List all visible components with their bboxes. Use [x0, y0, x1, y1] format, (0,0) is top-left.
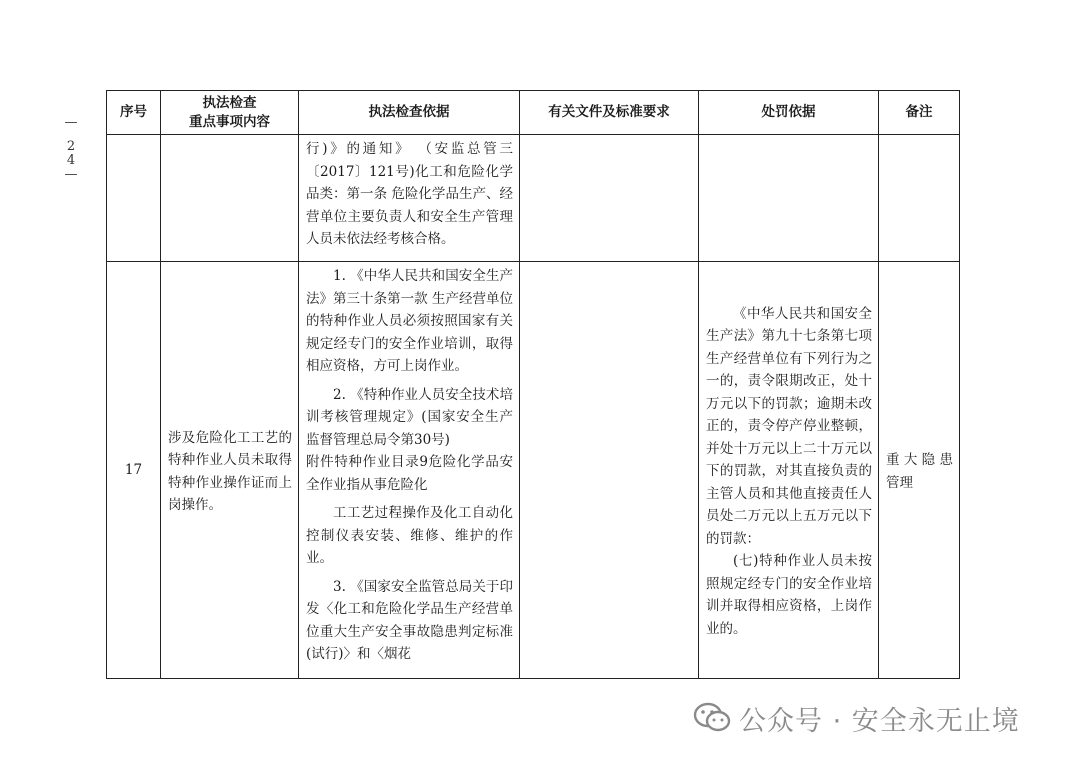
cont-penalty-cell: [699, 135, 879, 262]
row17-content-text: 涉及危险化工工艺的特种作业人员未取得特种作业操作证而上岗操作。: [168, 429, 292, 513]
header-key-items-text: 执法检查 重点事项内容: [189, 94, 270, 130]
row17-standards-cell: [520, 262, 699, 679]
header-key-items: [161, 91, 299, 135]
row17-basis-cell: [299, 262, 520, 679]
row17-basis-para-4: 工工艺过程操作及化工自动化控制仪表安装、维修、维护的作业。: [306, 505, 513, 566]
row17-basis-para-2: 2. 《特种作业人员安全技术培训考核管理规定》(国家安全生产监督管理总局令第30号): [306, 386, 513, 448]
cont-standards-cell: [520, 135, 699, 262]
table-row-17: [107, 262, 960, 679]
row17-penalty-para-2: (七)特种作业人员未按照规定经专门的安全作业培训并取得相应资格，上岗作业的。: [706, 553, 872, 637]
wechat-icon: [693, 702, 731, 734]
cont-basis-cell: [299, 135, 520, 262]
page-number-dash-top: —: [64, 115, 78, 130]
header-seq: 序号: [107, 91, 161, 135]
row17-remark: 重大隐患管理: [886, 452, 953, 491]
page-number: [62, 116, 80, 182]
row17-basis-para-1: 1. 《中华人民共和国安全生产法》第三十条第一款 生产经营单位的特种作业人员必须按照国家有关规定经专门的安全作业培训，取得相应资格，方可上岗作业。: [306, 268, 513, 374]
row17-content-cell: [161, 262, 299, 679]
cont-basis-text: 行)》的通知》 （安监总管三〔2017〕121号)化工和危险化学品类：第一条 危险化学品生产、经营单位主要负责人和安全生产管理人员未依法经考核合格。: [306, 141, 513, 247]
row17-basis-para-3: 附件特种作业目录9危险化学品安全作业指从事危险化: [306, 454, 513, 493]
row17-basis: [299, 262, 519, 666]
table-row-continuation: [107, 135, 960, 262]
row17-penalty: [699, 300, 878, 641]
row17-seq: 17: [107, 262, 161, 679]
page-number-dash-bottom: —: [64, 167, 78, 182]
cont-content-cell: [161, 135, 299, 262]
row17-basis-para-5: 3. 《国家安全监管总局关于印发〈化工和危险化学品生产经营单位重大生产安全事故隐患判定标准(试行)〉和〈烟花: [306, 578, 513, 662]
cont-remark-cell: [879, 135, 960, 262]
watermark-text: 公众号 · 安全永无止境: [739, 705, 1020, 737]
law-enforcement-table: [106, 90, 960, 679]
row17-remark-cell: [879, 262, 960, 679]
watermark: [693, 700, 1020, 736]
header-basis: 执法检查依据: [299, 91, 520, 135]
header-standards: 有关文件及标准要求: [520, 91, 699, 135]
header-penalty: 处罚依据: [699, 91, 879, 135]
row17-penalty-cell: [699, 262, 879, 679]
header-remark: 备注: [879, 91, 960, 135]
page-number-digit-2: 4: [66, 153, 76, 168]
row17-penalty-para-1: 《中华人民共和国安全生产法》第九十七条第七项 生产经营单位有下列行为之一的，责令限期改正，处十万元以下的罚款；逾期未改正的，责令停产停业整顿，并处十万元以上二十万元以下的罚款，对其直接负责的主管人员和其他直接责任人员处二万元以上五万元以下的罚款：: [706, 305, 872, 547]
page-number-digit-1: 2: [66, 139, 76, 154]
cont-seq-cell: [107, 135, 161, 262]
table-header-row: [107, 91, 960, 135]
